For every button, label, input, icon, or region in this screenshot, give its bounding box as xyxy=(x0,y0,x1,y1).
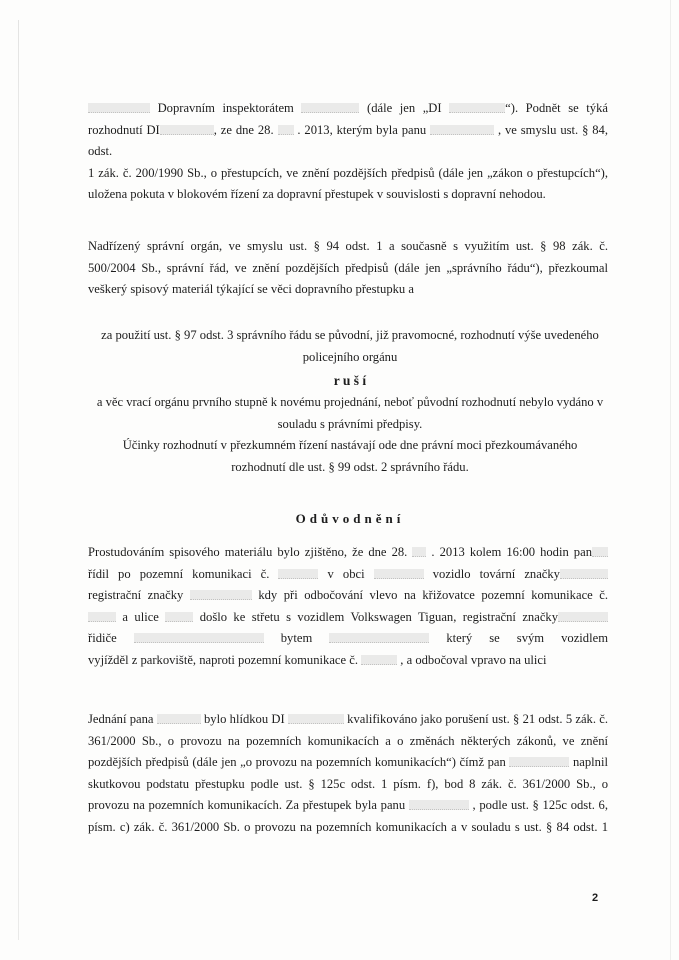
text-line: Nadřízený správní orgán, ve smyslu ust. § 94 odst. 1 a současně s využitím ust. § 98 zák. č. xyxy=(88,239,608,253)
redacted-text xyxy=(592,547,608,557)
redacted-text xyxy=(278,569,318,579)
text-line: souladu s právními předpisy. xyxy=(277,416,423,431)
paragraph-review xyxy=(88,236,608,301)
decision-effects xyxy=(70,392,630,478)
scan-edge xyxy=(670,0,671,960)
redacted-text xyxy=(134,633,264,643)
text-line: 361/2000 Sb., o provozu na pozemních komunikacích a o změnách některých zákonů, ve znění xyxy=(88,733,608,748)
text-line: policejního orgánu xyxy=(302,349,398,364)
redacted-text xyxy=(361,655,397,665)
redacted-text xyxy=(288,714,344,724)
page-number: 2 xyxy=(592,892,599,904)
redacted-text xyxy=(165,612,193,622)
text-line: Prostudováním spisového materiálu bylo zjištěno, že dne 28. . 2013 kolem 16:00 hodin pan xyxy=(88,542,608,564)
decision-block xyxy=(70,325,630,368)
redacted-text xyxy=(278,125,294,135)
redacted-text xyxy=(160,125,214,135)
text-line: za použití ust. § 97 odst. 3 správního řádu se původní, již pravomocné, rozhodnutí výše uvedeného xyxy=(101,328,599,342)
text-line: Jednání pana bylo hlídkou DI kvalifikováno jako porušení ust. § 21 odst. 5 zák. č. xyxy=(88,712,608,726)
text-line: vyjížděl z parkoviště, naproti pozemní komunikace č. , a odbočoval vpravo na ulici xyxy=(88,652,547,667)
section-heading: Odůvodnění xyxy=(295,511,405,526)
redacted-text xyxy=(301,103,359,113)
redacted-text xyxy=(560,569,608,579)
redacted-text xyxy=(88,103,150,113)
redacted-text xyxy=(157,714,201,724)
text-line: řidiče bytem který se svým vozidlem xyxy=(88,631,608,645)
paragraph-intro xyxy=(88,98,608,206)
verdict-heading: r u š í xyxy=(333,373,367,388)
text-line: 500/2004 Sb., správní řád, ve znění pozdějších předpisů (dále jen „správního řádu“), přezkoumal xyxy=(88,260,608,275)
text-line: pozdějších předpisů (dále jen „o provozu na pozemních komunikacích“) čímž pan naplnil xyxy=(88,755,608,769)
redacted-text xyxy=(509,757,569,767)
text-line: skutkovou podstatu přestupku podle ust. § 125c odst. 1 písm. f), bod 8 zák. č. 361/2000 Sb., o xyxy=(88,776,608,791)
text-line: Dopravním inspektorátem (dále jen „DI “). Podnět se týká xyxy=(88,98,608,120)
redacted-text xyxy=(558,612,608,622)
redacted-text xyxy=(374,569,424,579)
paragraph-qualification xyxy=(88,709,608,838)
redacted-text xyxy=(409,800,469,810)
text-line: písm. c) zák. č. 361/2000 Sb. o provozu na pozemních komunikacích a v souladu s ust. § 84 odst. 1 xyxy=(88,819,608,834)
text-line: uložena pokuta v blokovém řízení za dopravní přestupek v souvislosti s dopravní nehodou. xyxy=(88,187,546,201)
redacted-text xyxy=(412,547,426,557)
text-line: provozu na pozemních komunikacích. Za přestupek byla panu , podle ust. § 125c odst. 6, xyxy=(88,798,608,812)
text-line: veškerý spisový materiál týkající se věci dopravního přestupku a xyxy=(88,282,414,296)
text-line: rozhodnutí DI , ze dne 28. . 2013, kterým byla panu , ve smyslu ust. § 84, odst. xyxy=(88,122,608,158)
redacted-text xyxy=(329,633,429,643)
text-line: řídil po pozemní komunikaci č. v obci vozidlo tovární značky xyxy=(88,564,608,586)
redacted-text xyxy=(190,590,252,600)
text-line: a ulice došlo ke střetu s vozidlem Volkswagen Tiguan, registrační značky xyxy=(88,607,608,629)
text-line: rozhodnutí dle ust. § 99 odst. 2 správního řádu. xyxy=(231,459,469,474)
text-line: 1 zák. č. 200/1990 Sb., o přestupcích, ve znění pozdějších předpisů (dále jen „zákon o přestupcích“), xyxy=(88,165,608,180)
scan-edge xyxy=(18,20,19,940)
text-line: Účinky rozhodnutí v přezkumném řízení nastávají ode dne právní moci přezkoumávaného xyxy=(122,438,578,452)
paragraph-facts xyxy=(88,542,608,671)
redacted-text xyxy=(430,125,494,135)
text-line: a věc vrací orgánu prvního stupně k novému projednání, neboť původní rozhodnutí nebylo vydáno v xyxy=(96,395,604,409)
text-line: registrační značky kdy při odbočování vlevo na křižovatce pozemní komunikace č. xyxy=(88,588,608,602)
redacted-text xyxy=(88,612,116,622)
redacted-text xyxy=(449,103,505,113)
